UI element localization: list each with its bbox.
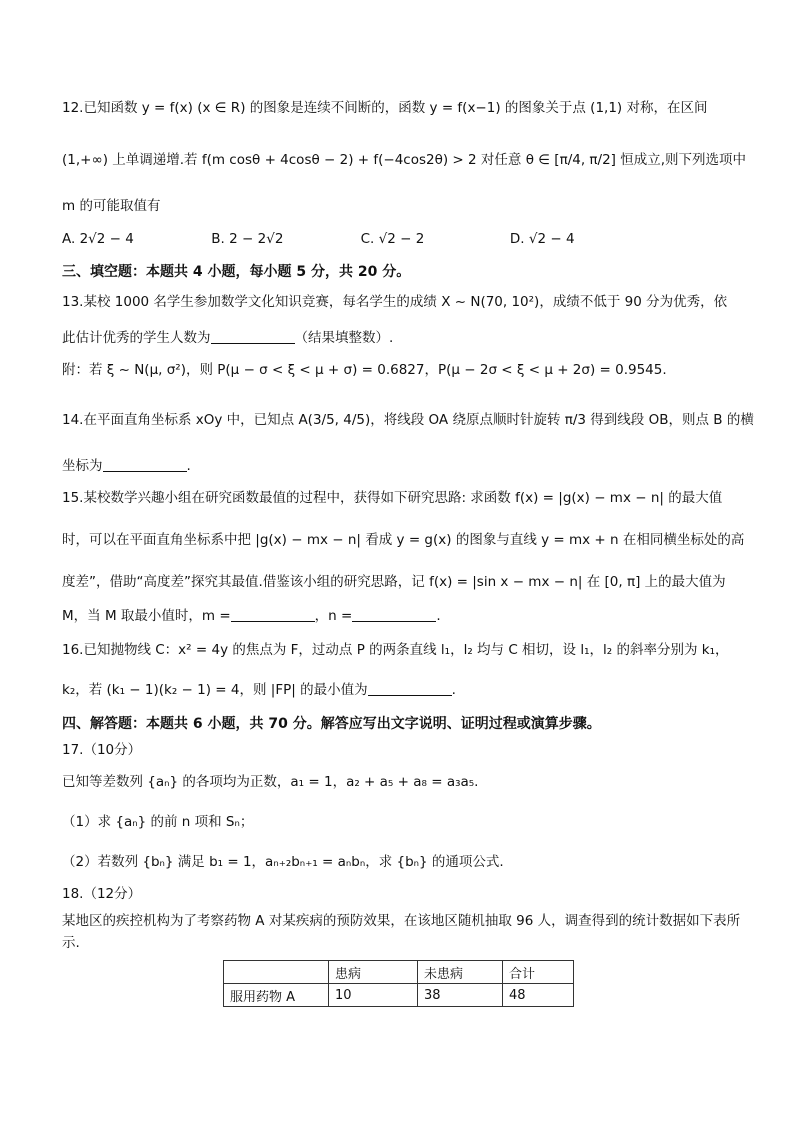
table-header-cell: 未患病	[418, 961, 503, 984]
q13-answer-blank[interactable]	[211, 329, 295, 344]
q14-line-2-suffix: .	[186, 458, 191, 474]
q13-line-2	[62, 328, 742, 348]
table-header-cell: 合计	[503, 961, 574, 984]
q12-option-d: D. √2 − 4	[509, 231, 575, 247]
q18-stat-table	[223, 960, 574, 1007]
table-header-cell	[224, 961, 329, 984]
table-cell: 服用药物 A	[224, 984, 329, 1007]
table-cell: 38	[418, 984, 503, 1007]
q16-line-2-prefix: k₂，若 (k₁ − 1)(k₂ − 1) = 4，则 |FP| 的最小值为	[62, 682, 368, 698]
q16-line-1: 16.已知抛物线 C：x² = 4y 的焦点为 F，过动点 P 的两条直线 l₁，l₂ 均与 C 相切，设 l₁，l₂ 的斜率分别为 k₁，	[62, 642, 729, 658]
table-header-cell: 患病	[329, 961, 418, 984]
section-4-heading: 四、解答题：本题共 6 小题，共 70 分。解答应写出文字说明、证明过程或演算步骤。	[62, 716, 601, 732]
q18-text: 某地区的疾控机构为了考察药物 A 对某疾病的预防效果，在该地区随机抽取 96 人，调查得到的统计数据如下表所示.	[62, 913, 741, 951]
table-cell: 48	[503, 984, 574, 1007]
q18-header: 18.（12分）	[62, 886, 142, 902]
q15-line-1: 15.某校数学兴趣小组在研究函数最值的过程中，获得如下研究思路: 求函数 f(x) = |g(x) − mx − n| 的最大值	[62, 490, 723, 506]
q17-part-1: （1）求 {aₙ} 的前 n 项和 Sₙ；	[62, 814, 254, 830]
q15-line-4	[62, 606, 742, 626]
q14-line-2	[62, 456, 742, 476]
q16-line-2	[62, 680, 742, 700]
q13-line-3: 附：若 ξ ~ N(μ, σ²)，则 P(μ − σ < ξ < μ + σ) = 0.6827，P(μ − 2σ < ξ < μ + 2σ) = 0.9545.	[62, 362, 667, 378]
q15-m-answer-blank[interactable]	[231, 607, 315, 622]
q13-line-1: 13.某校 1000 名学生参加数学文化知识竞赛，每名学生的成绩 X ~ N(70, 10²)，成绩不低于 90 分为优秀，依	[62, 294, 728, 310]
q13-line-2-suffix: （结果填整数）.	[294, 330, 394, 346]
q12-line-1: 12.已知函数 y = f(x) (x ∈ R) 的图象是连续不间断的，函数 y = f(x−1) 的图象关于点 (1,1) 对称，在区间	[62, 100, 708, 116]
table-row	[224, 984, 574, 1007]
q14-line-2-prefix: 坐标为	[62, 458, 103, 474]
q17-header: 17.（10分）	[62, 742, 142, 758]
q15-line-4-part-a: M，当 M 取最小值时，m =	[62, 608, 231, 624]
q17-line-1: 已知等差数列 {aₙ} 的各项均为正数，a₁ = 1，a₂ + a₅ + a₈ = a₃a₅.	[62, 774, 479, 790]
q12-line-3: m 的可能取值有	[62, 198, 161, 214]
table-cell: 10	[329, 984, 418, 1007]
q14-answer-blank[interactable]	[103, 457, 187, 472]
q15-line-4-part-b: ，n =	[314, 608, 353, 624]
q16-answer-blank[interactable]	[368, 681, 452, 696]
q15-line-2: 时，可以在平面直角坐标系中把 |g(x) − mx − n| 看成 y = g(x) 的图象与直线 y = mx + n 在相同横坐标处的高	[62, 532, 745, 548]
table-header-row	[224, 961, 574, 984]
section-3-heading: 三、填空题：本题共 4 小题，每小题 5 分，共 20 分。	[62, 264, 411, 280]
q12-option-a: A. 2√2 − 4	[62, 231, 134, 247]
q15-line-4-part-c: .	[436, 608, 441, 624]
q12-option-b: B. 2 − 2√2	[211, 231, 284, 247]
q16-line-2-suffix: .	[451, 682, 456, 698]
q13-line-2-prefix: 此估计优秀的学生人数为	[62, 330, 211, 346]
q14-line-1: 14.在平面直角坐标系 xOy 中，已知点 A(3/5, 4/5)，将线段 OA 绕原点顺时针旋转 π/3 得到线段 OB，则点 B 的横	[62, 412, 754, 428]
q15-line-3: 度差”，借助“高度差”探究其最值.借鉴该小组的研究思路，记 f(x) = |sin x − mx − n| 在 [0, π] 上的最大值为	[62, 574, 726, 590]
q12-option-c: C. √2 − 2	[360, 231, 425, 247]
q15-n-answer-blank[interactable]	[352, 607, 436, 622]
q12-options	[62, 229, 742, 249]
q12-line-2: (1,+∞) 上单调递增.若 f(m cosθ + 4cosθ − 2) + f(−4cos2θ) > 2 对任意 θ ∈ [π/4, π/2] 恒成立,则下列选项中	[62, 152, 747, 168]
q17-part-2: （2）若数列 {bₙ} 满足 b₁ = 1，aₙ₊₂bₙ₊₁ = aₙbₙ，求 {bₙ} 的通项公式.	[62, 854, 504, 870]
